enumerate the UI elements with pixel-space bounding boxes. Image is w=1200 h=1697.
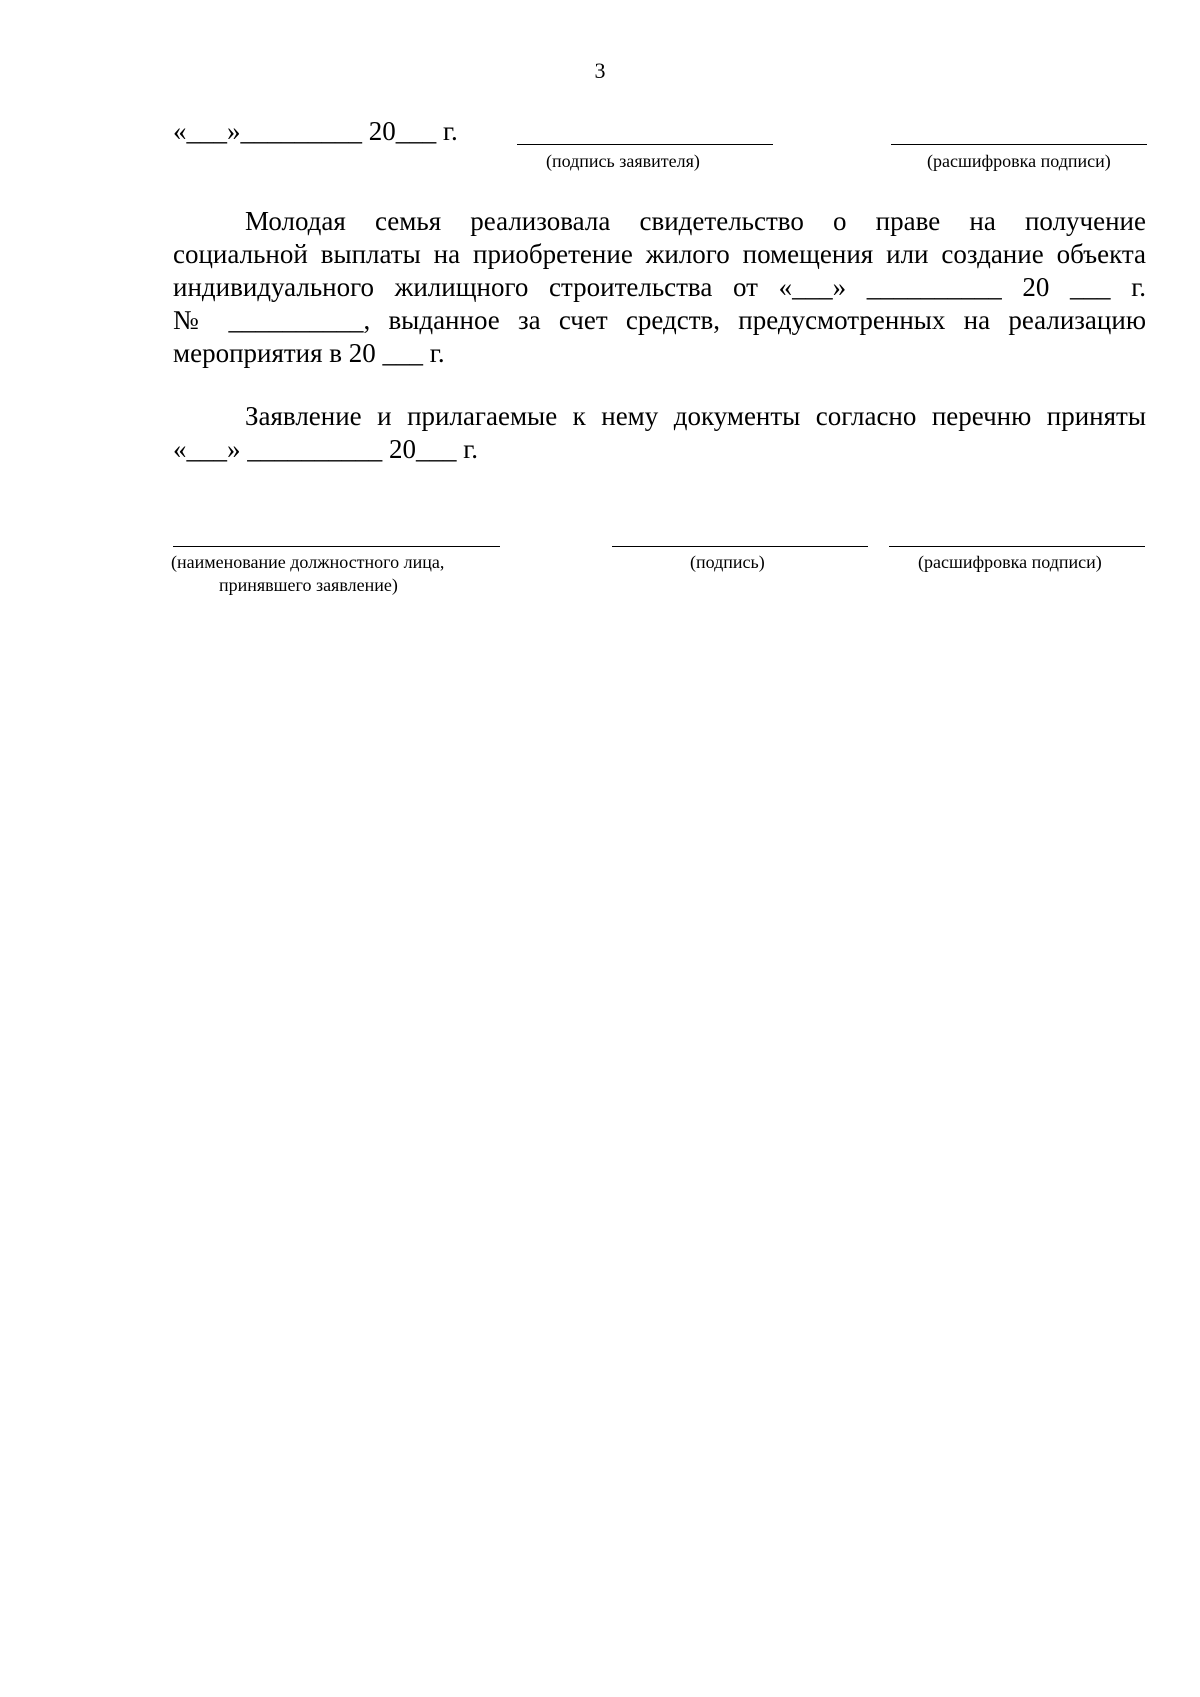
applicant-decoding-rule (891, 144, 1147, 145)
realization-paragraph-line: Молодая семья реализовала свидетельство о праве на получение (245, 206, 1146, 236)
official-decoding-rule (889, 546, 1145, 547)
applicant-signature-caption: (подпись заявителя) (546, 151, 700, 171)
realization-paragraph-line: № __________, выданное за счет средств, предусмотренных на реализацию (173, 305, 1146, 335)
official-position-rule (173, 546, 500, 547)
official-decoding-caption: (расшифровка подписи) (918, 552, 1102, 572)
applicant-signature-rule (517, 144, 773, 145)
realization-paragraph (173, 205, 1146, 370)
acceptance-paragraph-line: Заявление и прилагаемые к нему документы согласно перечню приняты (245, 401, 1146, 431)
realization-paragraph-line: социальной выплаты на приобретение жилого помещения или создание объекта (173, 239, 1146, 269)
acceptance-paragraph-line: «___» __________ 20___ г. (173, 434, 479, 464)
official-position-caption-line2: принявшего заявление) (219, 575, 398, 595)
official-signature-rule (612, 546, 868, 547)
official-position-caption-line1: (наименование должностного лица, (171, 552, 445, 572)
acceptance-paragraph (173, 400, 1146, 466)
realization-paragraph-line: индивидуального жилищного строительства от «___» __________ 20 ___ г. (173, 272, 1146, 302)
official-signature-caption: (подпись) (690, 552, 765, 572)
realization-paragraph-line: мероприятия в 20 ___ г. (173, 338, 445, 368)
applicant-date-line: «___»_________ 20___ г. (173, 116, 458, 146)
applicant-decoding-caption: (расшифровка подписи) (927, 151, 1111, 171)
page-number: 3 (594, 58, 606, 83)
